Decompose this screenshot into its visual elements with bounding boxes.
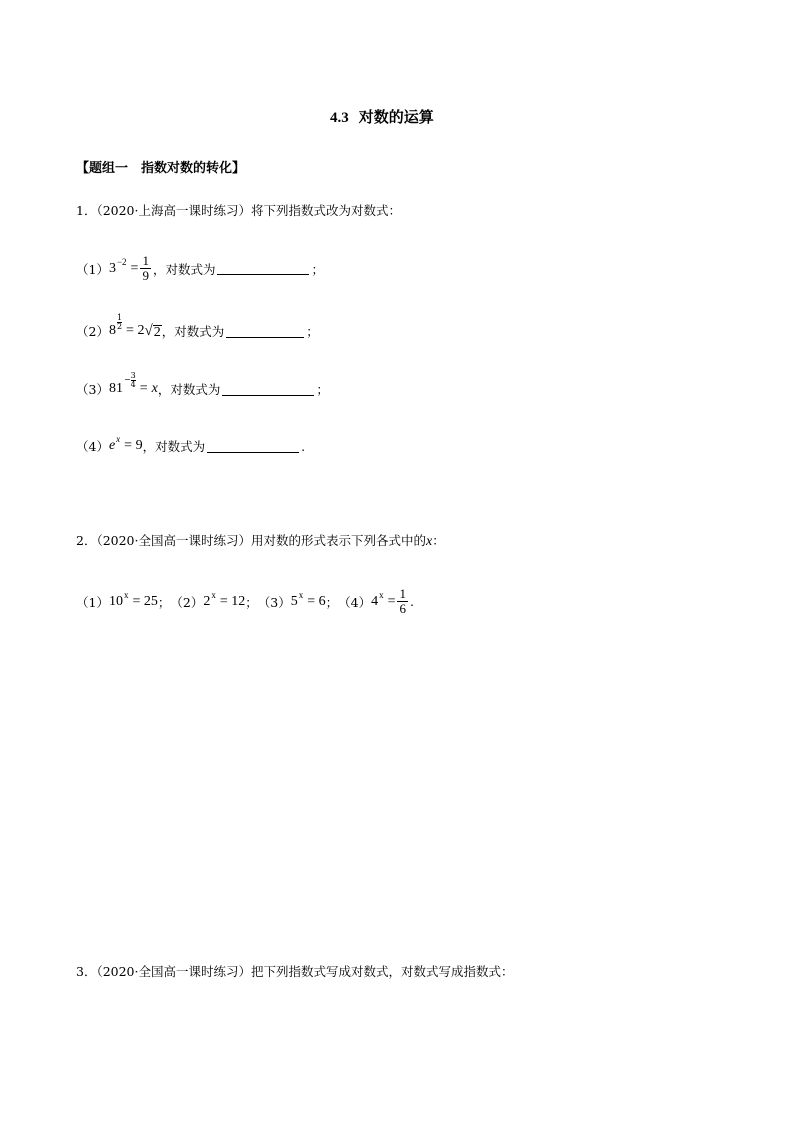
math-base: 8 <box>108 323 116 338</box>
math-equals: = 12 <box>219 593 246 609</box>
item-label: （1） <box>76 261 109 277</box>
item-end: ； <box>306 324 319 339</box>
math-equals: = <box>139 381 148 396</box>
item-separator: ； <box>157 594 171 610</box>
math-variable: x <box>151 381 158 396</box>
math-base: 4 <box>371 593 379 609</box>
q1-item-4 <box>76 434 306 455</box>
answer-blank[interactable] <box>217 262 309 275</box>
fraction-exponent <box>124 372 136 389</box>
q1-item-1 <box>76 254 324 283</box>
q1-item-3 <box>76 370 329 398</box>
stem-end: ： <box>432 533 445 548</box>
fraction <box>140 254 151 283</box>
q2-items <box>76 587 414 616</box>
radicand: 2 <box>153 324 161 340</box>
item-end: ； <box>311 261 324 277</box>
answer-blank[interactable] <box>226 325 304 338</box>
math-base: 2 <box>203 593 211 609</box>
item-prompt: ，对数式为 <box>157 382 221 397</box>
page-title <box>330 106 434 127</box>
q1-item-2 <box>76 312 319 340</box>
fraction-numerator: 1 <box>142 253 149 268</box>
fraction-numerator: 1 <box>116 312 123 322</box>
exponent-sign: − <box>123 375 131 384</box>
title-text: 对数的运算 <box>358 108 434 126</box>
math-equals: = <box>387 593 396 609</box>
item-end: . <box>301 438 306 454</box>
item-label: （2） <box>76 324 109 339</box>
fraction <box>397 587 408 616</box>
fraction-denominator: 2 <box>116 321 123 331</box>
fraction-numerator: 1 <box>399 586 406 601</box>
fraction-denominator: 9 <box>142 268 149 283</box>
question-3-stem: 3．（2020·全国高一课时练习）把下列指数式写成对数式，对数式写成指数式： <box>76 964 514 979</box>
math-base: 10 <box>108 593 123 609</box>
item-label: （4） <box>76 439 109 454</box>
item-end: ； <box>316 382 329 397</box>
item-prompt: ，对数式为 <box>152 261 216 277</box>
math-base: 3 <box>108 260 116 276</box>
math-base: e <box>108 438 116 453</box>
answer-blank[interactable] <box>222 383 314 396</box>
math-exponent: x <box>298 589 304 600</box>
math-equals: = 9 <box>124 438 143 453</box>
item-label: （4） <box>338 594 372 610</box>
fraction-exponent <box>117 314 122 331</box>
math-base: 81 <box>108 381 123 396</box>
answer-blank[interactable] <box>207 440 299 453</box>
math-exponent: x <box>123 589 129 600</box>
math-exponent: x <box>379 589 384 600</box>
item-label: （3） <box>76 382 109 397</box>
math-equals: = 6 <box>307 593 326 609</box>
math-equals: = <box>130 260 139 276</box>
question-1-stem: 1．（2020·上海高一课时练习）将下列指数式改为对数式： <box>76 203 401 218</box>
stem-variable: x <box>426 534 433 549</box>
item-separator: ； <box>325 594 339 610</box>
math-base: 5 <box>290 593 298 609</box>
math-exponent: x <box>211 589 216 600</box>
math-equals: = 25 <box>132 593 158 609</box>
question-2-stem <box>76 531 445 550</box>
math-exponent: −2 <box>116 256 127 267</box>
item-label: （3） <box>257 594 291 610</box>
fraction-denominator: 6 <box>399 601 406 616</box>
item-prompt: ，对数式为 <box>142 439 206 454</box>
item-separator: . <box>409 594 414 609</box>
item-label: （1） <box>76 594 109 610</box>
math-exponent: x <box>116 434 121 444</box>
math-equals: = 2 <box>126 323 145 338</box>
square-root: √ 2 <box>144 322 161 340</box>
section-header: 【题组一 指数对数的转化】 <box>76 161 246 176</box>
stem-text: 2．（2020·全国高一课时练习）用对数的形式表示下列各式中的 <box>76 533 426 548</box>
item-prompt: ，对数式为 <box>161 324 225 339</box>
fraction-denominator: 4 <box>130 379 136 389</box>
item-label: （2） <box>170 594 204 610</box>
item-separator: ； <box>245 594 258 610</box>
title-number: 4.3 <box>330 110 349 126</box>
fraction-numerator: 3 <box>130 370 136 380</box>
